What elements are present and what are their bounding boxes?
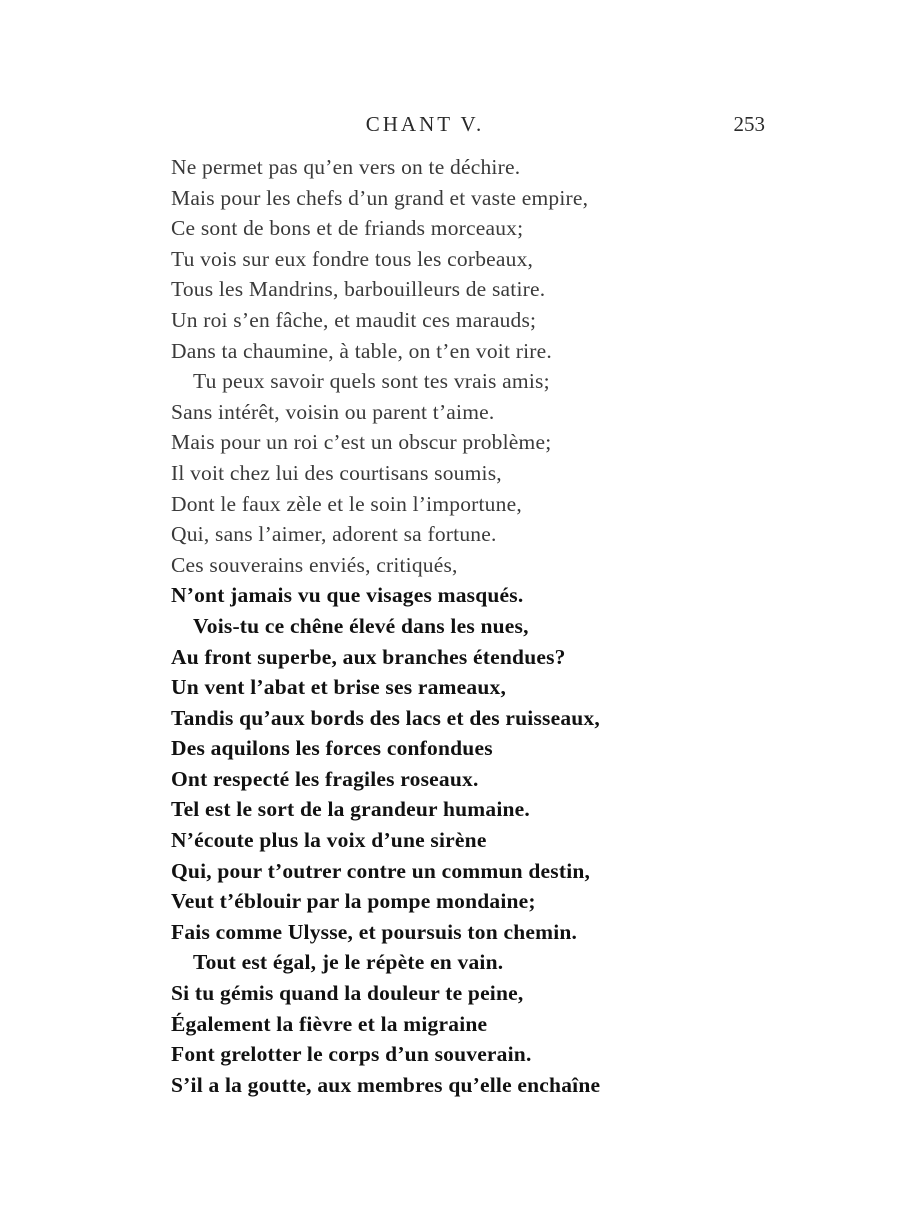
verse-line: Qui, sans l’aimer, adorent sa fortune. [171, 522, 497, 547]
verse-line: Veut t’éblouir par la pompe mondaine; [171, 889, 536, 914]
verse-line: Ne permet pas qu’en vers on te déchire. [171, 155, 521, 179]
verse-line: Font grelotter le corps d’un souverain. [171, 1042, 532, 1067]
verse-line: Tu vois sur eux fondre tous les corbeaux, [171, 246, 534, 271]
verse-line: Si tu gémis quand la douleur te peine, [171, 981, 524, 1006]
page-number: 253 [733, 112, 765, 136]
verse-line: Ces souverains enviés, critiqués, [171, 552, 458, 577]
verse-line: Mais pour les chefs d’un grand et vaste empire, [171, 185, 589, 210]
poem-text [171, 152, 771, 1100]
verse-line: Ont respecté les fragiles roseaux. [171, 766, 479, 791]
verse-line: Ce sont de bons et de friands morceaux; [171, 216, 524, 241]
verse-line: Tout est égal, je le répète en vain. [193, 950, 504, 975]
verse-line: Vois-tu ce chêne élevé dans les nues, [193, 613, 529, 638]
verse-line: Fais comme Ulysse, et poursuis ton chemin. [171, 919, 578, 944]
verse-line: N’ont jamais vu que visages masqués. [171, 583, 524, 608]
chapter-title: CHANT V. [365, 112, 485, 136]
verse-line: Dont le faux zèle et le soin l’importune, [171, 491, 522, 516]
verse-line: Il voit chez lui des courtisans soumis, [171, 460, 502, 485]
verse-line: Tu peux savoir quels sont tes vrais amis; [193, 369, 550, 394]
verse-line: Tous les Mandrins, barbouilleurs de satire. [171, 277, 546, 302]
running-head [0, 112, 900, 142]
verse-line: Tel est le sort de la grandeur humaine. [171, 797, 530, 822]
verse-line: Également la fièvre et la migraine [171, 1011, 488, 1036]
verse-line: Des aquilons les forces confondues [171, 736, 493, 761]
verse-line: Au front superbe, aux branches étendues? [171, 644, 566, 669]
verse-line: Qui, pour t’outrer contre un commun destin, [171, 858, 591, 883]
verse-line: Sans intérêt, voisin ou parent t’aime. [171, 399, 495, 424]
verse-line: Un roi s’en fâche, et maudit ces marauds; [171, 307, 537, 332]
verse-line: Tandis qu’aux bords des lacs et des ruisseaux, [171, 705, 600, 730]
verse-line: Mais pour un roi c’est un obscur problème; [171, 430, 552, 455]
verse-line: Un vent l’abat et brise ses rameaux, [171, 675, 507, 700]
verse-line: N’écoute plus la voix d’une sirène [171, 828, 487, 853]
verse-line: S’il a la goutte, aux membres qu’elle enchaîne [171, 1072, 601, 1097]
verse-line: Dans ta chaumine, à table, on t’en voit rire. [171, 338, 552, 363]
